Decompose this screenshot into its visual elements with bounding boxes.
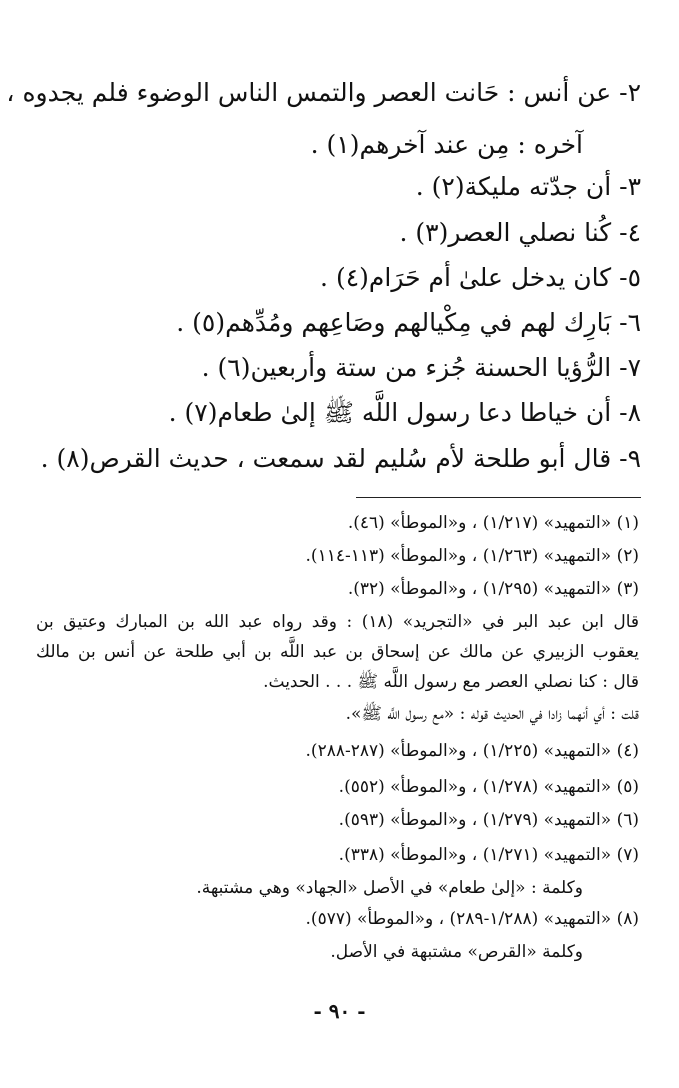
hadith-item-3: ٣- أن جدّته مليكة(٢) . [415, 172, 641, 201]
hadith-item-7: ٧- الرُّؤيا الحسنة جُزء من ستة وأربعين(٦) . [201, 353, 641, 382]
footnote-3-comment-line-3: قال : كنا نصلي العصر مع رسول اللَّه ﷺ . . . الحديث. [263, 672, 639, 692]
hadith-item-6: ٦- بَارِك لهم في مِكْيالهم وصَاعِهم ومُدِّهم(٥) . [176, 308, 641, 337]
hadith-item-9: ٩- قال أبو طلحة لأم سُليم لقد سمعت ، حديث القرص(٨) . [40, 444, 641, 473]
footnote-divider [356, 497, 641, 498]
footnote-7: (٧) «التمهيد» (١/٢٧١) ، و«الموطأ» (٣٣٨). [338, 845, 639, 865]
hadith-item-2-continuation: آخره : مِن عند آخرهم(١) . [310, 130, 583, 159]
footnote-8: (٨) «التمهيد» (١/٢٨٨-٢٨٩) ، و«الموطأ» (٥٧٧). [305, 909, 639, 929]
footnote-5: (٥) «التمهيد» (١/٢٧٨) ، و«الموطأ» (٥٥٢). [338, 777, 639, 797]
footnote-3: (٣) «التمهيد» (١/٢٩٥) ، و«الموطأ» (٣٢). [347, 579, 639, 599]
footnote-3-comment-line-1: قال ابن عبد البر في «التجريد» (١٨) : وقد رواه عبد الله بن المبارك وعتيق بن [36, 612, 639, 632]
footnote-3-comment-line-4: قلت : أي أنهما زادا في الحديث قوله : «مع رسول اللَّه ﷺ». [345, 704, 639, 724]
footnote-3-comment-line-2: يعقوب الزبيري عن مالك عن إسحاق بن عبد اللَّه بن أبي طلحة عن أنس بن مالك [36, 642, 639, 662]
hadith-item-5: ٥- كان يدخل علىٰ أم حَرَام(٤) . [320, 263, 641, 292]
footnote-8-comment: وكلمة «القرص» مشتبهة في الأصل. [330, 942, 583, 962]
footnote-6: (٦) «التمهيد» (١/٢٧٩) ، و«الموطأ» (٥٩٣). [338, 810, 639, 830]
hadith-item-4: ٤- كُنا نصلي العصر(٣) . [399, 218, 641, 247]
hadith-item-8: ٨- أن خياطا دعا رسول اللَّه ﷺ إلىٰ طعام(٧) . [168, 398, 641, 427]
page-number: - ٩٠ - [313, 999, 366, 1023]
footnote-2: (٢) «التمهيد» (١/٢٦٣) ، و«الموطأ» (١١٣-١١٤). [305, 546, 639, 566]
footnote-1: (١) «التمهيد» (١/٢١٧) ، و«الموطأ» (٤٦). [347, 513, 639, 533]
footnote-7-comment: وكلمة : «إلىٰ طعام» في الأصل «الجهاد» وهي مشتبهة. [196, 878, 583, 898]
footnote-4: (٤) «التمهيد» (١/٢٢٥) ، و«الموطأ» (٢٨٧-٢٨٨). [305, 741, 639, 761]
hadith-item-2: ٢- عن أنس : حَانت العصر والتمس الناس الوضوء فلم يجدوه ، [6, 78, 641, 107]
